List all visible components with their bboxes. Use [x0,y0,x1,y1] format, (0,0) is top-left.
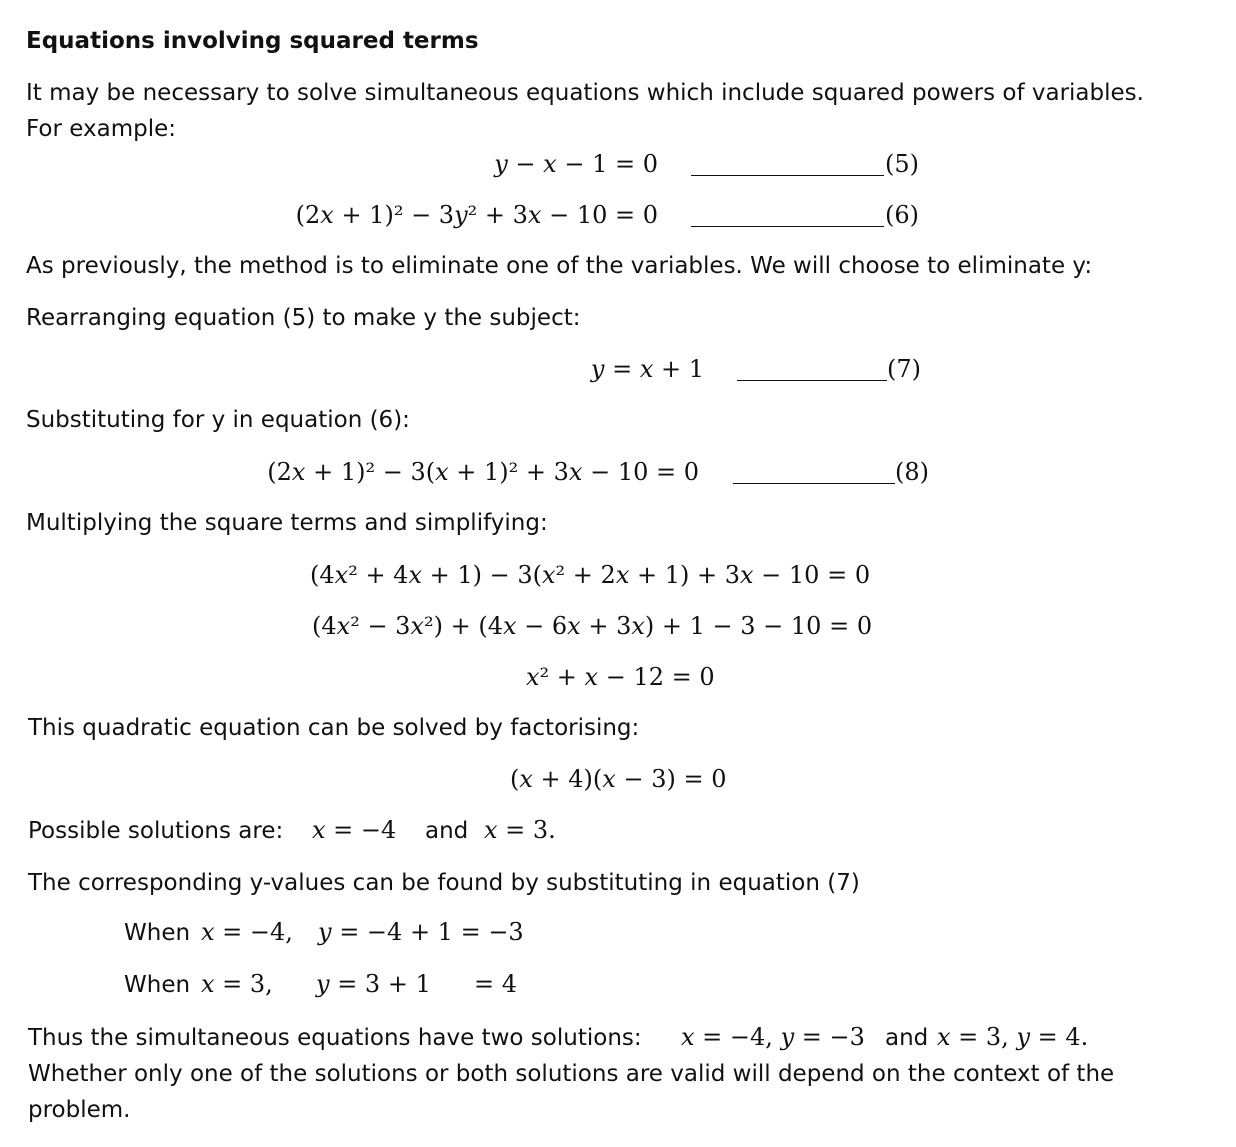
equation-7-leader [737,380,887,381]
equation-6-leader [691,226,884,227]
intro-text-2: For example: [26,116,176,142]
equation-8: (2x + 1)² − 3(x + 1)² + 3x − 10 = 0 [267,458,699,486]
final-text: Whether only one of the solutions or both solutions are valid will depend on the context of the [28,1061,1115,1087]
conclusion-solution-1: x = −4, y = −3 [681,1023,865,1051]
conclusion-solution-2: x = 3, y = 4. [937,1023,1089,1051]
conclusion-label: Thus the simultaneous equations have two solutions: [28,1025,642,1051]
simplify-step-2: (4x² − 3x²) + (4x − 6x + 3x) + 1 − 3 − 10 = 0 [312,612,873,640]
equation-6-label: (6) [885,201,919,229]
intro-text: It may be necessary to solve simultaneous equations which include squared powers of variables. [26,80,1144,106]
factored-equation: (x + 4)(x − 3) = 0 [510,765,727,793]
equation-5-leader [691,175,884,176]
rearrange-text: Rearranging equation (5) to make y the subject: [26,305,581,331]
possible-solution-2: x = 3. [484,816,556,844]
possible-solution-1: x = −4 [312,816,397,844]
equation-8-label: (8) [895,458,929,486]
corresponding-text: The corresponding y-values can be found by substituting in equation (7) [28,870,860,896]
substitute-text: Substituting for y in equation (6): [26,407,410,433]
possible-solutions-label: Possible solutions are: [28,818,284,844]
final-text-2: problem. [28,1097,131,1123]
simplify-step-3: x² + x − 12 = 0 [526,663,715,691]
simplify-step-1: (4x² + 4x + 1) − 3(x² + 2x + 1) + 3x − 10 = 0 [310,561,871,589]
eliminate-text: As previously, the method is to eliminate one of the variables. We will choose to eliminate y: [26,253,1093,279]
when-2-result: = 4 [474,970,518,998]
when-2-y: y = 3 + 1 [316,970,431,998]
equation-5: y − x − 1 = 0 [494,150,658,178]
equation-8-leader [733,483,895,484]
equation-7-label: (7) [887,355,921,383]
possible-and: and [425,818,469,844]
equation-5-label: (5) [885,150,919,178]
section-heading: Equations involving squared terms [26,28,479,54]
when-1-y: y = −4 + 1 = −3 [318,918,524,946]
when-2-word: When [124,972,191,998]
when-1-x: x = −4, [201,918,293,946]
when-2-x: x = 3, [201,970,273,998]
conclusion-and: and [885,1025,929,1051]
when-1-word: When [124,920,191,946]
equation-7: y = x + 1 [590,355,704,383]
multiply-text: Multiplying the square terms and simplifying: [26,510,548,536]
equation-6: (2x + 1)² − 3y² + 3x − 10 = 0 [295,201,658,229]
quadratic-text: This quadratic equation can be solved by factorising: [28,715,640,741]
